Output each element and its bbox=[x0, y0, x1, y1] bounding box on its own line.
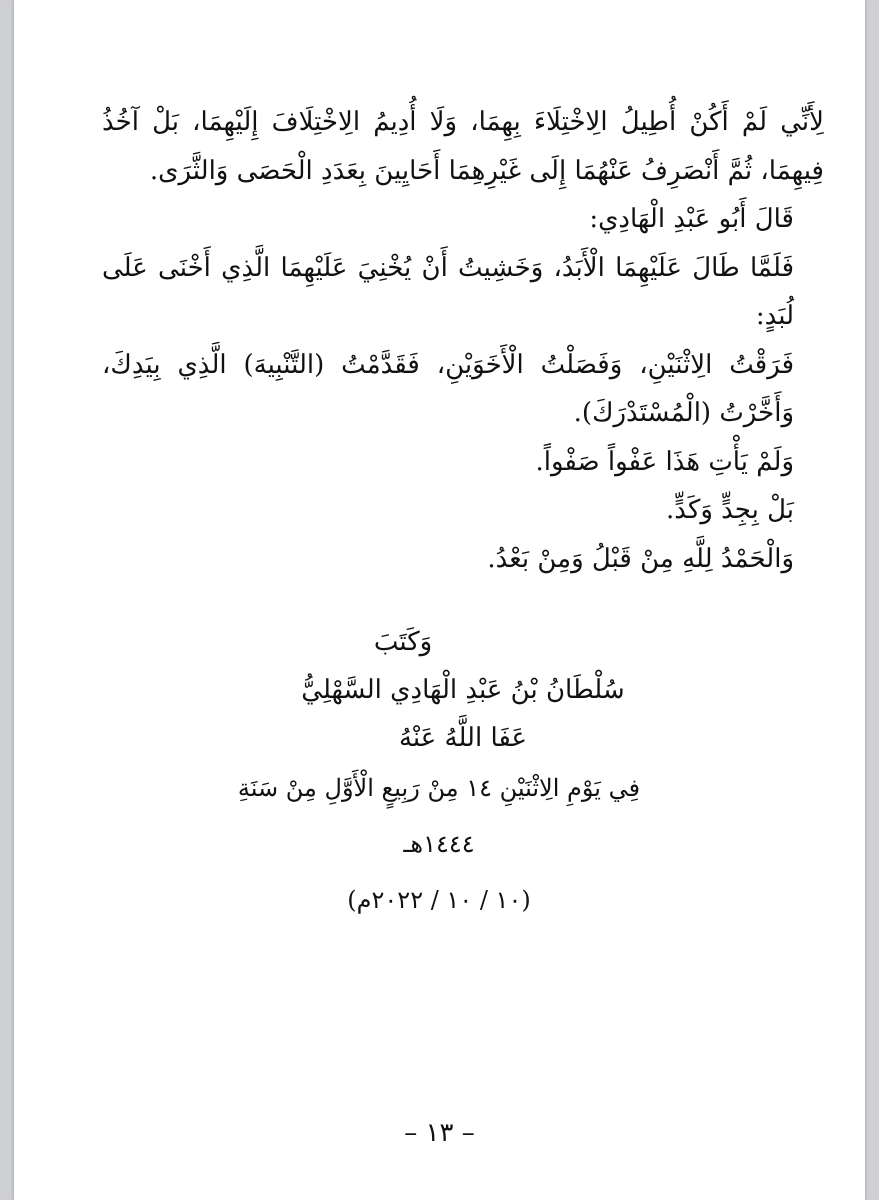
signature-block bbox=[102, 618, 824, 762]
paragraph-7: وَالْحَمْدُ لِلَّهِ مِنْ قَبْلُ وَمِنْ بَعْدُ. bbox=[487, 543, 794, 574]
page-number: – ١٣ – bbox=[404, 1118, 475, 1148]
signature-wrote: وَكَتَبَ bbox=[373, 627, 433, 657]
paragraph-5: وَلَمْ يَأْتِ هَذَا عَفْواً صَفْواً. bbox=[535, 446, 794, 477]
author-name: سُلْطَانُ بْنُ عَبْدِ الْهَادِي السَّهْلِيُّ bbox=[301, 675, 625, 705]
paragraph-3: فَلَمَّا طَالَ عَلَيْهِمَا الْأَبَدُ، وَخَشِيتُ أَنْ يُخْنِيَ عَلَيْهِمَا الَّذِي أَخْنَى عَلَى لُبَدٍ: bbox=[102, 252, 794, 331]
book-page bbox=[14, 0, 865, 1200]
body-text bbox=[102, 98, 824, 583]
date-block bbox=[214, 760, 664, 928]
paragraph-1: لِأَنِّي لَمْ أَكُنْ أُطِيلُ الِاخْتِلَاءَ بِهِمَا، وَلَا أُدِيمُ الِاخْتِلَافَ إِلَيْهِمَا، بَلْ آخُذُ فِيهِمَا، ثُمَّ أَنْصَرِفُ عَنْهُمَا إِلَى غَيْرِهِمَا أَحَايِينَ بِعَدَدِ الْحَصَى وَالثَّرَى. bbox=[102, 107, 824, 186]
author-prayer: عَفَا اللَّهُ عَنْهُ bbox=[398, 723, 528, 753]
hijri-date: فِي يَوْمِ الِاثْنَيْنِ ١٤ مِنْ رَبِيعٍ الْأَوَّلِ مِنْ سَنَةِ ١٤٤٤هـ bbox=[237, 774, 641, 858]
paragraph-2: قَالَ أَبُو عَبْدِ الْهَادِي: bbox=[589, 204, 794, 234]
gregorian-date: (١٠ / ١٠ / ٢٠٢٢م) bbox=[347, 886, 531, 914]
paragraph-4: فَرَقْتُ الِاثْنَيْنِ، وَفَصَلْتُ الْأَخَوَيْنِ، فَقَدَّمْتُ (التَّنْبِيهَ) الَّذِي بِيَدِكَ، وَأَخَّرْتُ (الْمُسْتَدْرَكَ). bbox=[102, 349, 794, 428]
paragraph-6: بَلْ بِجِدٍّ وَكَدٍّ. bbox=[666, 495, 794, 525]
